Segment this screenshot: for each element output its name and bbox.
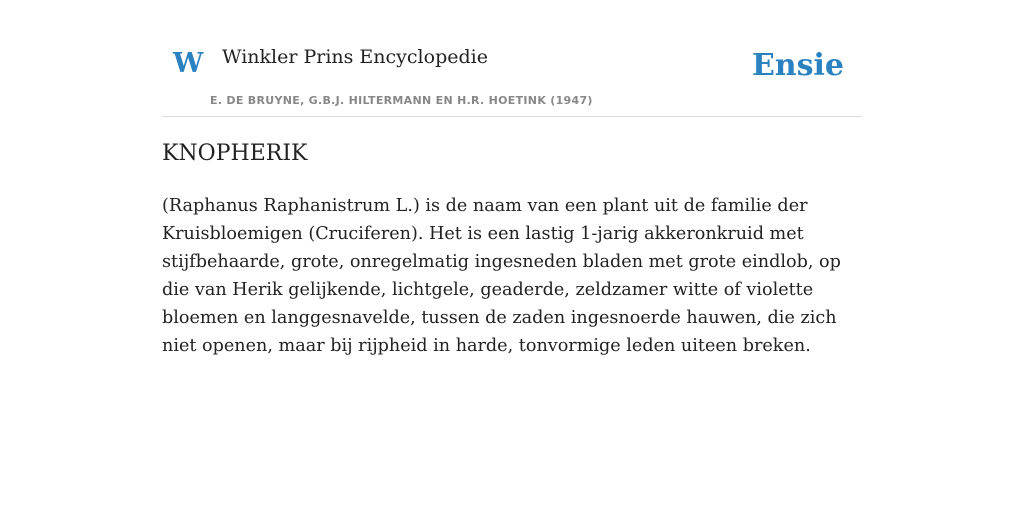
entry-title: KNOPHERIK bbox=[162, 141, 308, 166]
winkler-prins-logo[interactable]: W bbox=[173, 48, 204, 79]
ensie-logo-link[interactable]: Ensie bbox=[751, 48, 844, 83]
entry-body: (Raphanus Raphanistrum L.) is de naam van een plant uit de familie der Kruisbloemigen (Cruciferen). Het is een lastig 1-jarig akkeronkruid met stijfbehaarde, grote, onregelmatig ingesneden bladen met grote eindlob, op die van Herik gelijkende, lichtgele, geaderde, zeldzamer witte of violette bloemen en langgesnavelde, tussen de zaden ingesnoerde hauwen, die zich niet openen, maar bij rijpheid in harde, tonvormige leden uiteen breken. bbox=[162, 196, 841, 356]
header bbox=[162, 0, 862, 117]
encyclopedia-authors: E. DE BRUYNE, G.B.J. HILTERMANN EN H.R. HOETINK (1947) bbox=[210, 94, 593, 107]
encyclopedia-title-link[interactable]: Winkler Prins Encyclopedie bbox=[222, 46, 488, 68]
